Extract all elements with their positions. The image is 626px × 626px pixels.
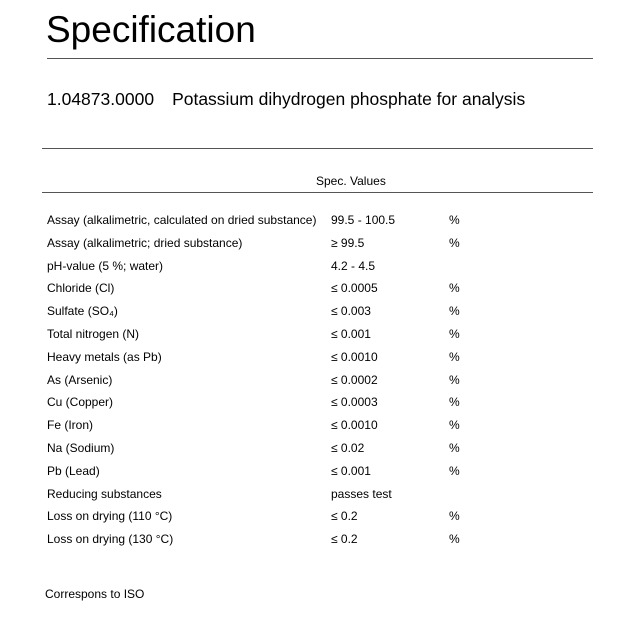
table-row	[47, 486, 607, 509]
table-row	[47, 235, 607, 258]
spec-value: ≤ 0.001	[331, 463, 371, 478]
spec-value: 4.2 - 4.5	[331, 258, 376, 273]
spec-unit: %	[449, 532, 460, 547]
subtitle-divider	[42, 148, 593, 149]
spec-unit	[449, 258, 489, 275]
spec-label: Heavy metals (as Pb)	[47, 349, 162, 364]
table-row	[47, 508, 607, 531]
header-divider	[42, 192, 593, 193]
table-row	[47, 372, 607, 395]
product-name: Potassium dihydrogen phosphate for analysis	[172, 89, 526, 109]
spec-value: ≤ 0.003	[331, 304, 371, 319]
product-number: 1.04873.0000	[47, 89, 155, 109]
spec-value: passes test	[331, 486, 392, 501]
table-row	[47, 326, 607, 349]
spec-value: ≤ 0.0002	[331, 372, 378, 387]
spec-label: Total nitrogen (N)	[47, 326, 140, 341]
spec-label: Fe (Iron)	[47, 418, 94, 433]
spec-label: Reducing substances	[47, 486, 162, 501]
spec-value: ≤ 0.001	[331, 326, 371, 341]
spec-value: ≤ 0.0010	[331, 418, 378, 433]
page-title: Specification	[46, 9, 256, 50]
spec-label: Chloride (Cl)	[47, 281, 115, 296]
spec-unit: %	[449, 395, 460, 410]
spec-value: ≥ 99.5	[331, 235, 365, 250]
spec-unit	[449, 486, 489, 503]
spec-label: Loss on drying (130 °C)	[47, 532, 174, 547]
spec-label: Cu (Copper)	[47, 395, 114, 410]
spec-label: pH-value (5 %; water)	[47, 258, 164, 273]
spec-value: ≤ 0.2	[331, 532, 358, 547]
product-line	[47, 88, 525, 110]
spec-label: Pb (Lead)	[47, 463, 100, 478]
spec-unit: %	[449, 326, 460, 341]
spec-value: ≤ 0.02	[331, 440, 365, 455]
table-row	[47, 463, 607, 486]
spec-value: ≤ 0.0003	[331, 395, 378, 410]
spec-unit: %	[449, 281, 460, 296]
table-row	[47, 531, 607, 554]
table-row	[47, 258, 607, 281]
table-row	[47, 417, 607, 440]
spec-unit: %	[449, 235, 460, 250]
spec-label: Assay (alkalimetric, calculated on dried substance)	[47, 213, 317, 227]
spec-label: As (Arsenic)	[47, 372, 113, 387]
spec-value: 99.5 - 100.5	[331, 213, 396, 227]
spec-unit: %	[449, 304, 460, 319]
spec-unit: %	[449, 509, 460, 524]
spec-unit: %	[449, 372, 460, 387]
spec-label: Assay (alkalimetric; dried substance)	[47, 235, 243, 250]
table-row	[47, 440, 607, 463]
title-divider	[47, 58, 593, 59]
spec-label: Loss on drying (110 °C)	[47, 509, 173, 524]
spec-label: Sulfate (SO₄)	[47, 304, 118, 319]
footer-note: Correspons to ISO	[45, 587, 145, 601]
spec-unit: %	[449, 349, 460, 364]
table-row	[47, 394, 607, 417]
table-row	[47, 212, 607, 235]
spec-label: Na (Sodium)	[47, 440, 115, 455]
spec-value: ≤ 0.0010	[331, 349, 378, 364]
spec-unit: %	[449, 213, 460, 227]
spec-value: ≤ 0.2	[331, 509, 358, 524]
spec-unit: %	[449, 463, 460, 478]
spec-table	[47, 212, 607, 554]
spec-value: ≤ 0.0005	[331, 281, 378, 296]
table-row	[47, 349, 607, 372]
spec-unit: %	[449, 440, 460, 455]
spec-unit: %	[449, 418, 460, 433]
table-row	[47, 280, 607, 303]
table-row	[47, 303, 607, 326]
spec-values-header: Spec. Values	[316, 174, 386, 188]
